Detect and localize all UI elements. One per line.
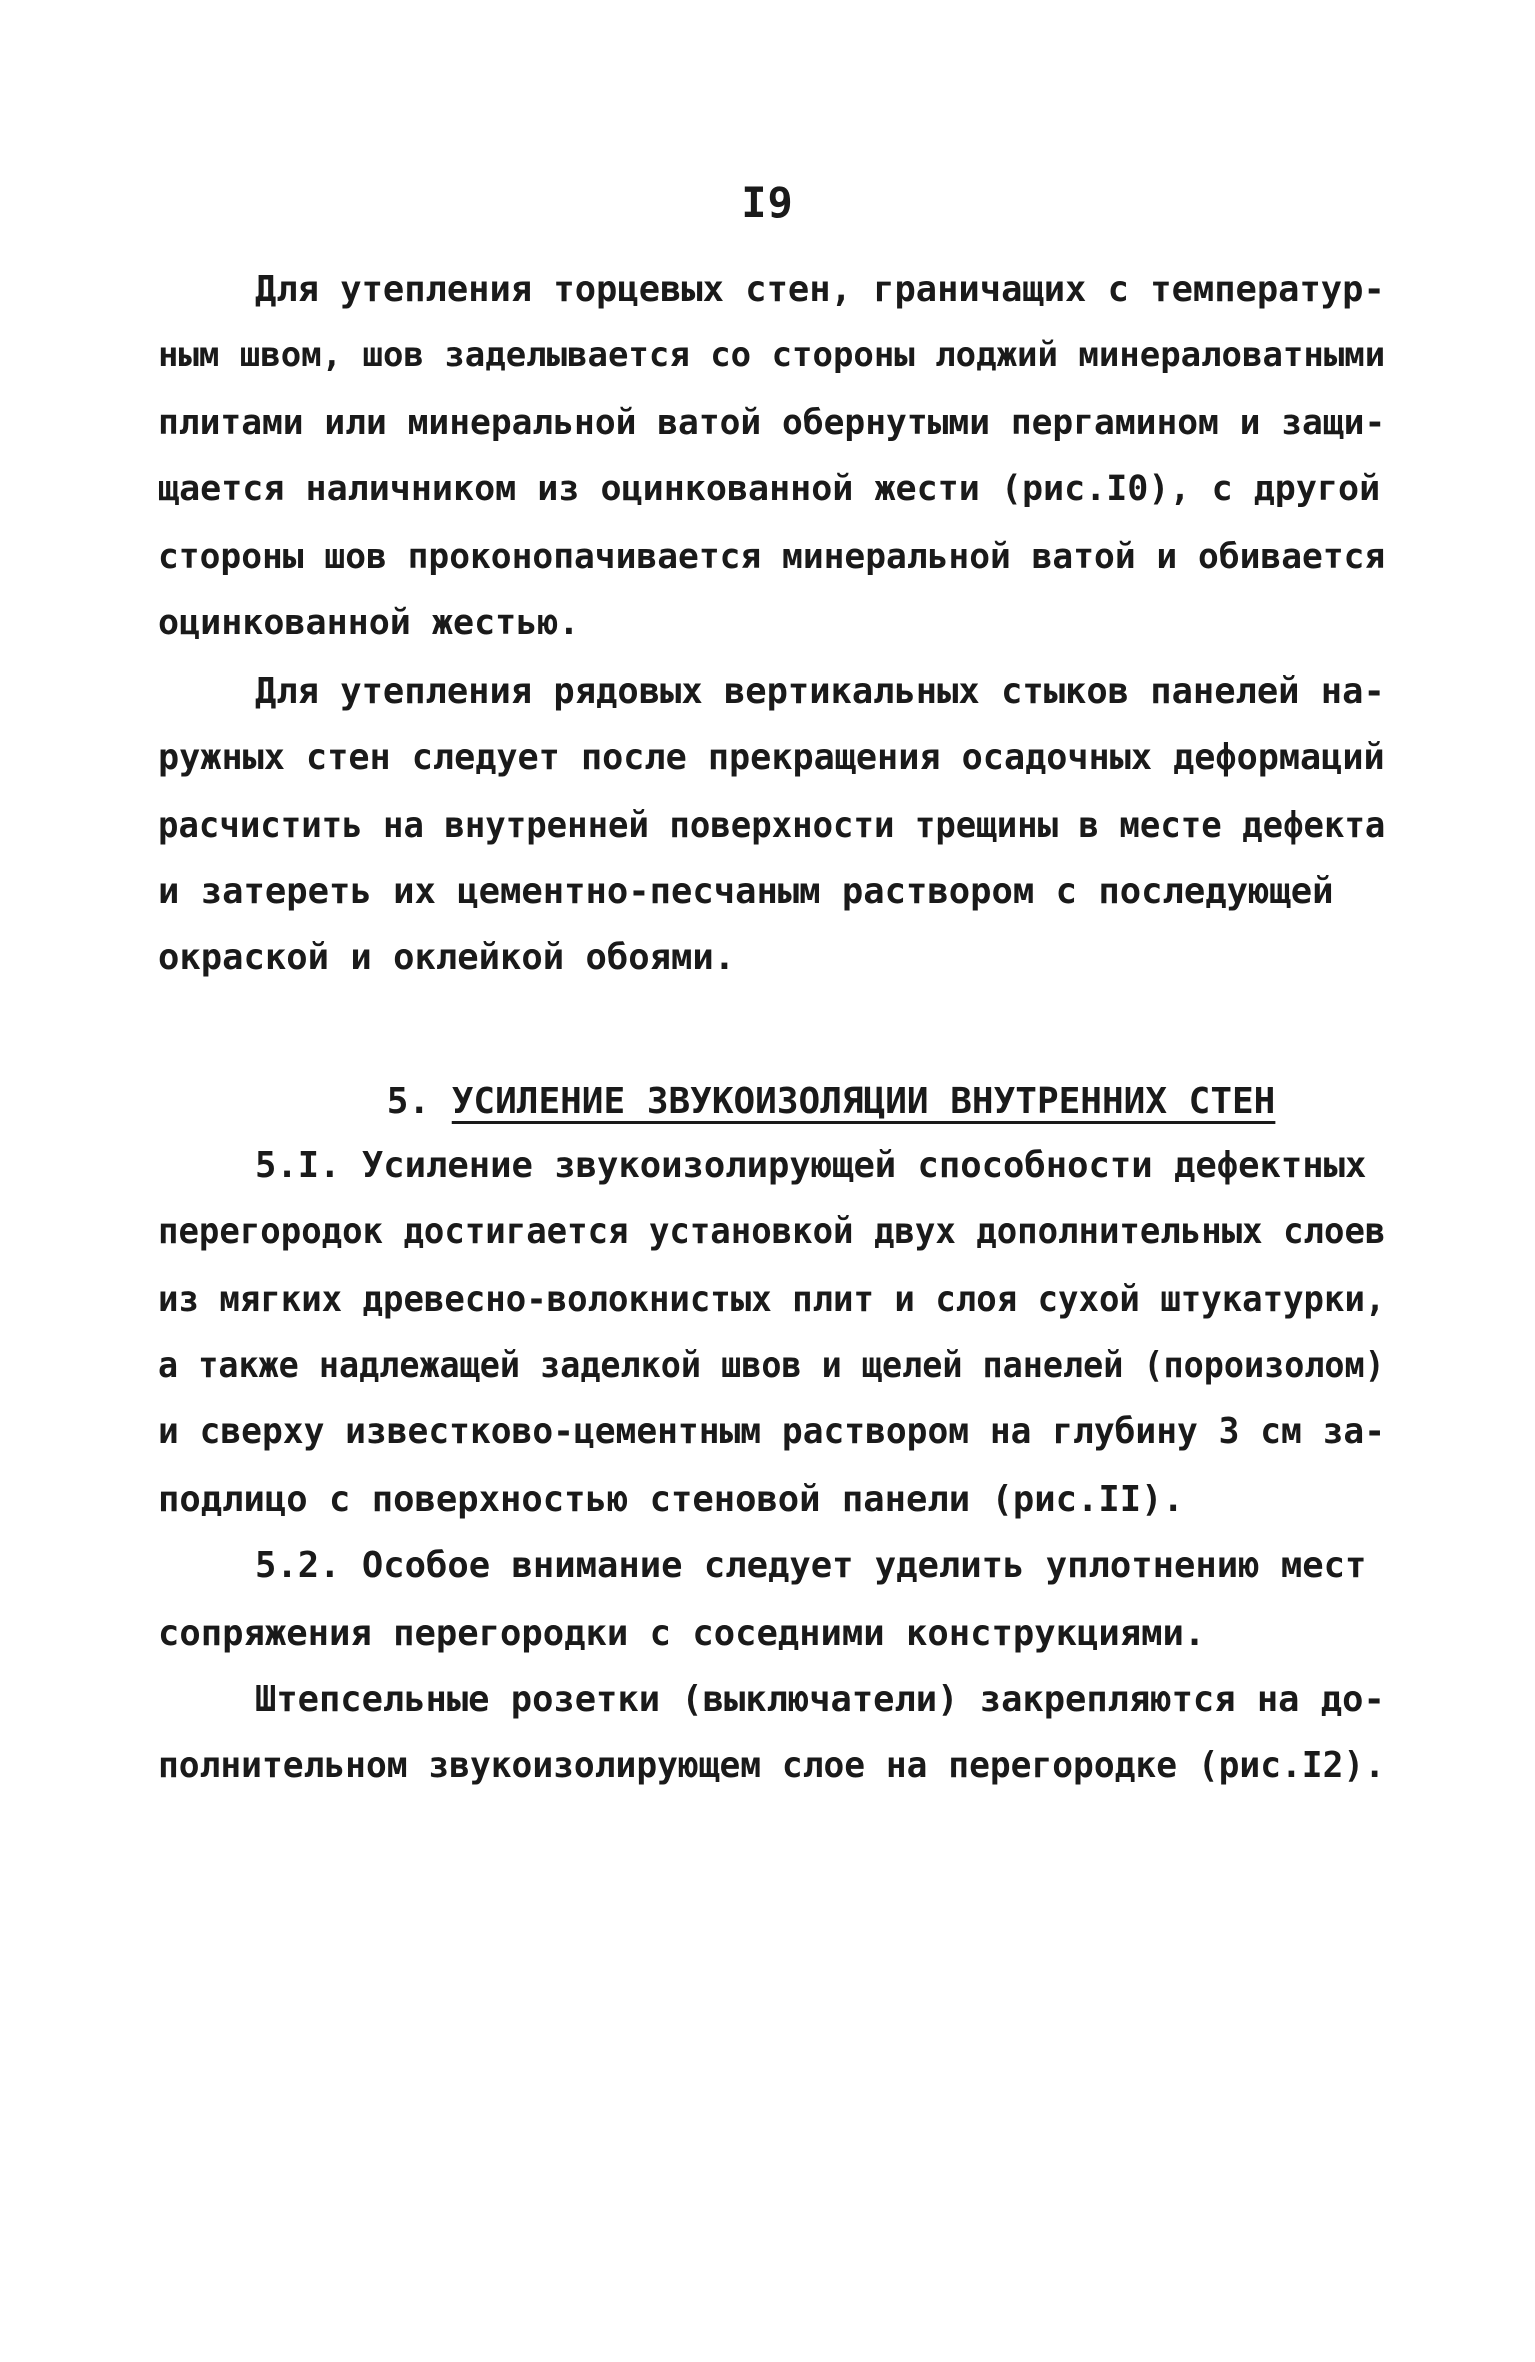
page-number: I9 — [741, 178, 794, 227]
text-line: расчистить на внутренней поверхности трещины в месте дефекта — [158, 805, 1386, 846]
text-line: и сверху известково-цементным раствором на глубину 3 см за- — [158, 1411, 1385, 1452]
text-line: а также надлежащей заделкой швов и щелей панелей (пороизолом) — [158, 1345, 1385, 1386]
text-line: окраской и оклейкой обоями. — [158, 937, 736, 978]
text-line: Штепсельные розетки (выключатели) закрепляются на до- — [255, 1679, 1385, 1720]
text-line: стороны шов проконопачивается минеральной ватой и обивается — [158, 537, 1386, 577]
text-line: 5.2. Особое внимание следует уделить уплотнению мест — [255, 1545, 1367, 1586]
text-line: Для утепления торцевых стен, граничащих с температур- — [255, 269, 1385, 310]
text-line: перегородок достигается установкой двух дополнительных слоев — [158, 1211, 1386, 1252]
text-line: и затереть их цементно-песчаным раствором с последующей — [158, 871, 1334, 912]
section-heading — [300, 1048, 1275, 1156]
text-line: подлицо с поверхностью стеновой панели (рис.II). — [158, 1479, 1184, 1520]
text-line: полнительном звукоизолирующем слое на перегородке (рис.I2). — [158, 1745, 1385, 1786]
text-line: сопряжения перегородки с соседними конструкциями. — [158, 1613, 1206, 1654]
text-line: ным швом, шов заделывается со стороны лоджий минераловатными — [158, 335, 1386, 375]
text-line: из мягких древесно-волокнистых плит и слоя сухой штукатурки, — [158, 1279, 1386, 1320]
text-line: ружных стен следует после прекращения осадочных деформаций — [158, 737, 1385, 778]
section-title: УСИЛЕНИЕ ЗВУКОИЗОЛЯЦИИ ВНУТРЕННИХ СТЕН — [451, 1081, 1276, 1122]
text-line: 5.I. Усиление звукоизолирующей способности дефектных — [255, 1145, 1367, 1186]
text-line: Для утепления рядовых вертикальных стыков панелей на- — [255, 671, 1385, 712]
text-line: щается наличником из оцинкованной жести (рис.I0), с другой — [158, 469, 1381, 509]
section-number: 5. — [386, 1081, 431, 1122]
text-line: оцинкованной жестью. — [158, 603, 580, 643]
text-line: плитами или минеральной ватой обернутыми пергамином и защи- — [158, 403, 1386, 443]
